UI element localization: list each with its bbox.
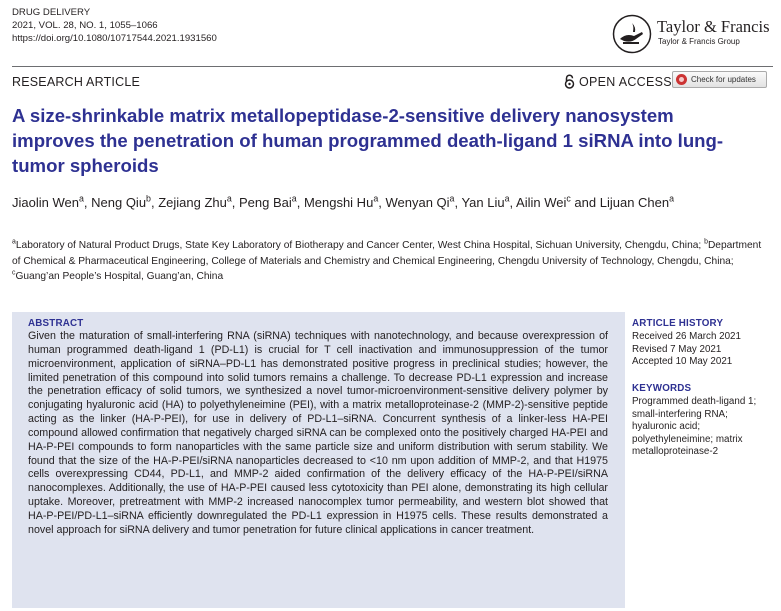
author-affiliation-marker: a — [449, 193, 455, 204]
author-name: Wenyan Qi — [385, 195, 450, 210]
affiliations — [12, 238, 772, 285]
doi-link[interactable]: https://doi.org/10.1080/10717544.2021.1931560 — [12, 33, 217, 44]
abstract-text: Given the maturation of small-interfering RNA (siRNA) techniques with nanotechnology, and because overexpression of human programmed death-ligand 1 (PD-L1) is crucial for T cell inactivation and immunosuppression of the tumor microenvironment, application of siRNA–PD-L1 has demonstrated positive progress in preclinical studies; however, the limited penetration of this compound into solid tumors remains a challenge. To decrease PD-L1 expression and increase the penetration efficacy of solid tumors, we synthesized a novel tumor-microenvironment-sensitive delivery polymer by conjugating hyaluronic acid (HA) to polyethyleneimine (PEI), with a matrix metalloproteinase-2 (MMP-2)-sensitive peptide acting as the linker (HA-P-PEI), for use in delivery of PD-L1–siRNA. Concurrent synthesis of a linker-less HA-PEI compound allowed confirmation that negatively charged siRNA can be complexed onto the positively charged HA-PEI and HA-P-PEI compounds to form nanoparticles with the same particle size and uniform distribution with serum stability. We found that the size of the HA-P-PEI/siRNA nanoparticles decreased to <10 nm upon addition of MMP-2, and that H1975 cells overexpressing CD44, PD-L1, and MMP-2 aided confirmation of the delivery efficacy of the HA-P-PEI/siRNA nanocomplexes. Additionally, the use of HA-P-PEI caused less cytotoxicity than PEI alone, demonstrating its high cellular uptake. Moreover, pretreatment with MMP-2 increased nanocomplex tumor permeability, and western blot showed that HA-P-PEI/PD-L1–siRNA efficiently downregulated the PD-L1 expression in H1975 cells. These results demonstrated a novel approach for siRNA delivery and tumor penetration for future clinical applications in cancer treatment. — [28, 330, 608, 536]
author-name: Peng Bai — [239, 195, 292, 210]
open-access-label — [564, 74, 672, 89]
author-affiliation-marker: b — [146, 193, 151, 204]
open-access-text: OPEN ACCESS — [579, 74, 672, 89]
keywords-heading: KEYWORDS — [632, 383, 692, 394]
author-name: Ailin Wei — [516, 195, 567, 210]
publisher-group: Taylor & Francis Group — [658, 37, 740, 46]
author-affiliation-marker: a — [373, 193, 379, 204]
history-received: Received 26 March 2021 — [632, 331, 741, 342]
author-affiliation-marker: a — [504, 193, 510, 204]
author-name: Neng Qiu — [91, 195, 147, 210]
affiliation-text: Laboratory of Natural Product Drugs, State Key Laboratory of Biotherapy and Cancer Center, West China Hospital, Sichuan University, Chengdu, China; — [15, 240, 705, 251]
author-name: Jiaolin Wen — [12, 195, 79, 210]
article-title: A size-shrinkable matrix metallopeptidase-2-sensitive delivery nanosystem improves the penetration of human programmed death-ligand 1 siRNA into lung-tumor spheroids — [12, 105, 724, 176]
author-name: Zejiang Zhu — [158, 195, 227, 210]
author-list — [12, 192, 702, 213]
lamp-icon — [612, 14, 652, 54]
author-separator: , — [378, 195, 386, 210]
history-list — [632, 331, 741, 369]
abstract-heading: ABSTRACT — [28, 318, 84, 329]
affiliation-text: Department of Chemical & Pharmaceutical Engineering, College of Materials and Chemistry and Chemical Engineering, Chengdu University of Technology, Chengdu, China; — [12, 240, 762, 267]
affiliation-text: Guang’an People’s Hospital, Guang’an, China — [15, 271, 224, 282]
open-lock-icon — [564, 74, 575, 89]
author-separator: , — [83, 195, 92, 210]
journal-name: DRUG DELIVERY — [12, 7, 91, 18]
journal-info — [12, 6, 217, 45]
author-name: Lijuan Chen — [599, 195, 670, 210]
author-separator: and — [570, 195, 600, 210]
publisher-name: Taylor & Francis — [657, 17, 770, 36]
author-separator: , — [296, 195, 304, 210]
affiliation-marker: a — [12, 238, 16, 246]
author-separator: , — [454, 195, 462, 210]
affiliation-marker: c — [12, 269, 16, 277]
check-for-updates-label: Check for updates — [691, 75, 756, 84]
author-affiliation-marker: a — [226, 193, 232, 204]
author-separator: , — [509, 195, 517, 210]
author-affiliation-marker: a — [291, 193, 297, 204]
check-for-updates-button[interactable] — [672, 71, 767, 88]
history-revised: Revised 7 May 2021 — [632, 343, 722, 355]
author-name: Mengshi Hu — [303, 195, 374, 210]
author-separator: , — [231, 195, 240, 210]
author-affiliation-marker: a — [669, 193, 675, 204]
author-name: Yan Liu — [461, 195, 505, 210]
history-accepted: Accepted 10 May 2021 — [632, 356, 733, 368]
publisher-logo[interactable] — [612, 14, 777, 56]
author-separator: , — [150, 195, 159, 210]
crossmark-icon — [676, 74, 687, 85]
header-divider — [12, 66, 773, 67]
article-type: RESEARCH ARTICLE — [12, 75, 141, 89]
author-affiliation-marker: c — [566, 193, 571, 204]
affiliation-marker: b — [704, 238, 708, 246]
history-heading: ARTICLE HISTORY — [632, 318, 724, 329]
journal-citation: 2021, VOL. 28, NO. 1, 1055–1066 — [12, 20, 158, 31]
keywords-text: Programmed death-ligand 1; small-interfering RNA; hyaluronic acid; polyethyleneimine; matrix metalloproteinase-2 — [632, 396, 757, 458]
author-affiliation-marker: a — [78, 193, 84, 204]
